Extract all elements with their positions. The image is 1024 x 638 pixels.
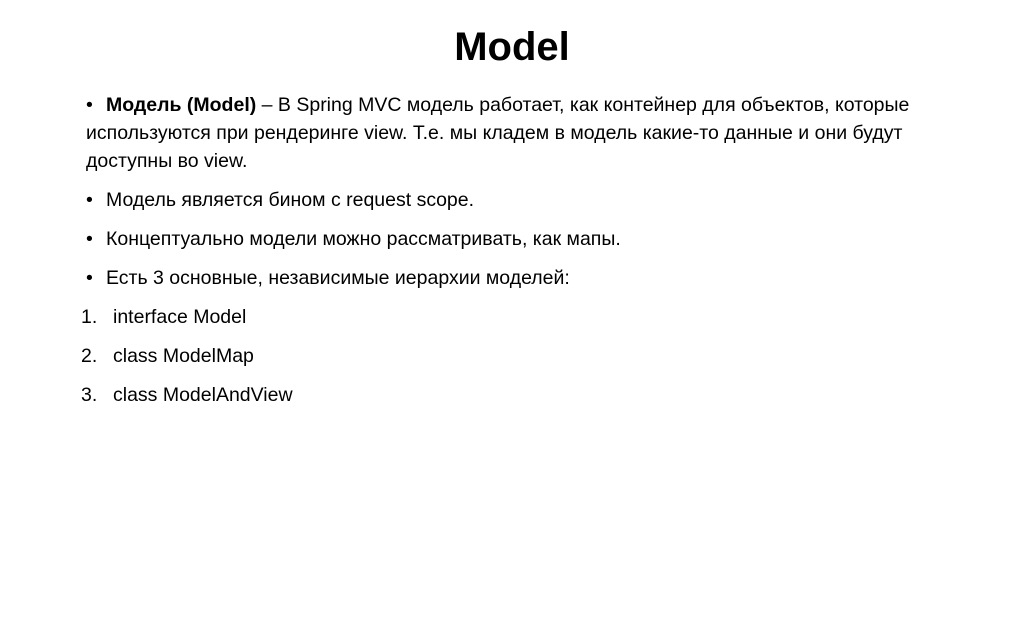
bullet-mark: • [86, 228, 93, 250]
bullet-text: Есть 3 основные, независимые иерархии моделей: [106, 267, 570, 289]
bullet-item-hierarchies [86, 264, 986, 292]
list-number: 2. [81, 345, 98, 367]
slide-title: Model [454, 25, 570, 69]
slide-content [81, 91, 986, 420]
numbered-item-modelmap [81, 342, 986, 370]
bullet-text: – В Spring MVC модель работает, как контейнер для объектов, которые используются при рендеринге view. Т.е. мы кладем в модель какие-то данные и они будут доступны во view. [86, 94, 910, 172]
bullet-item-request-scope [86, 186, 986, 214]
list-number: 3. [81, 384, 98, 406]
numbered-item-model [81, 303, 986, 331]
numbered-text: class ModelMap [113, 345, 254, 367]
bullet-text: Концептуально модели можно рассматривать, как мапы. [106, 228, 621, 250]
numbered-text: class ModelAndView [113, 384, 293, 406]
bullet-item-model-definition [86, 91, 986, 175]
bullet-item-maps [86, 225, 986, 253]
bullet-text: Модель является бином с request scope. [106, 189, 475, 211]
bullet-mark: • [86, 267, 93, 289]
bullet-mark: • [86, 94, 93, 116]
numbered-text: interface Model [113, 306, 247, 328]
bullet-mark: • [86, 189, 93, 211]
list-number: 1. [81, 306, 98, 328]
numbered-item-modelandview [81, 381, 986, 409]
bullet-bold-term: Модель (Model) [106, 94, 257, 116]
